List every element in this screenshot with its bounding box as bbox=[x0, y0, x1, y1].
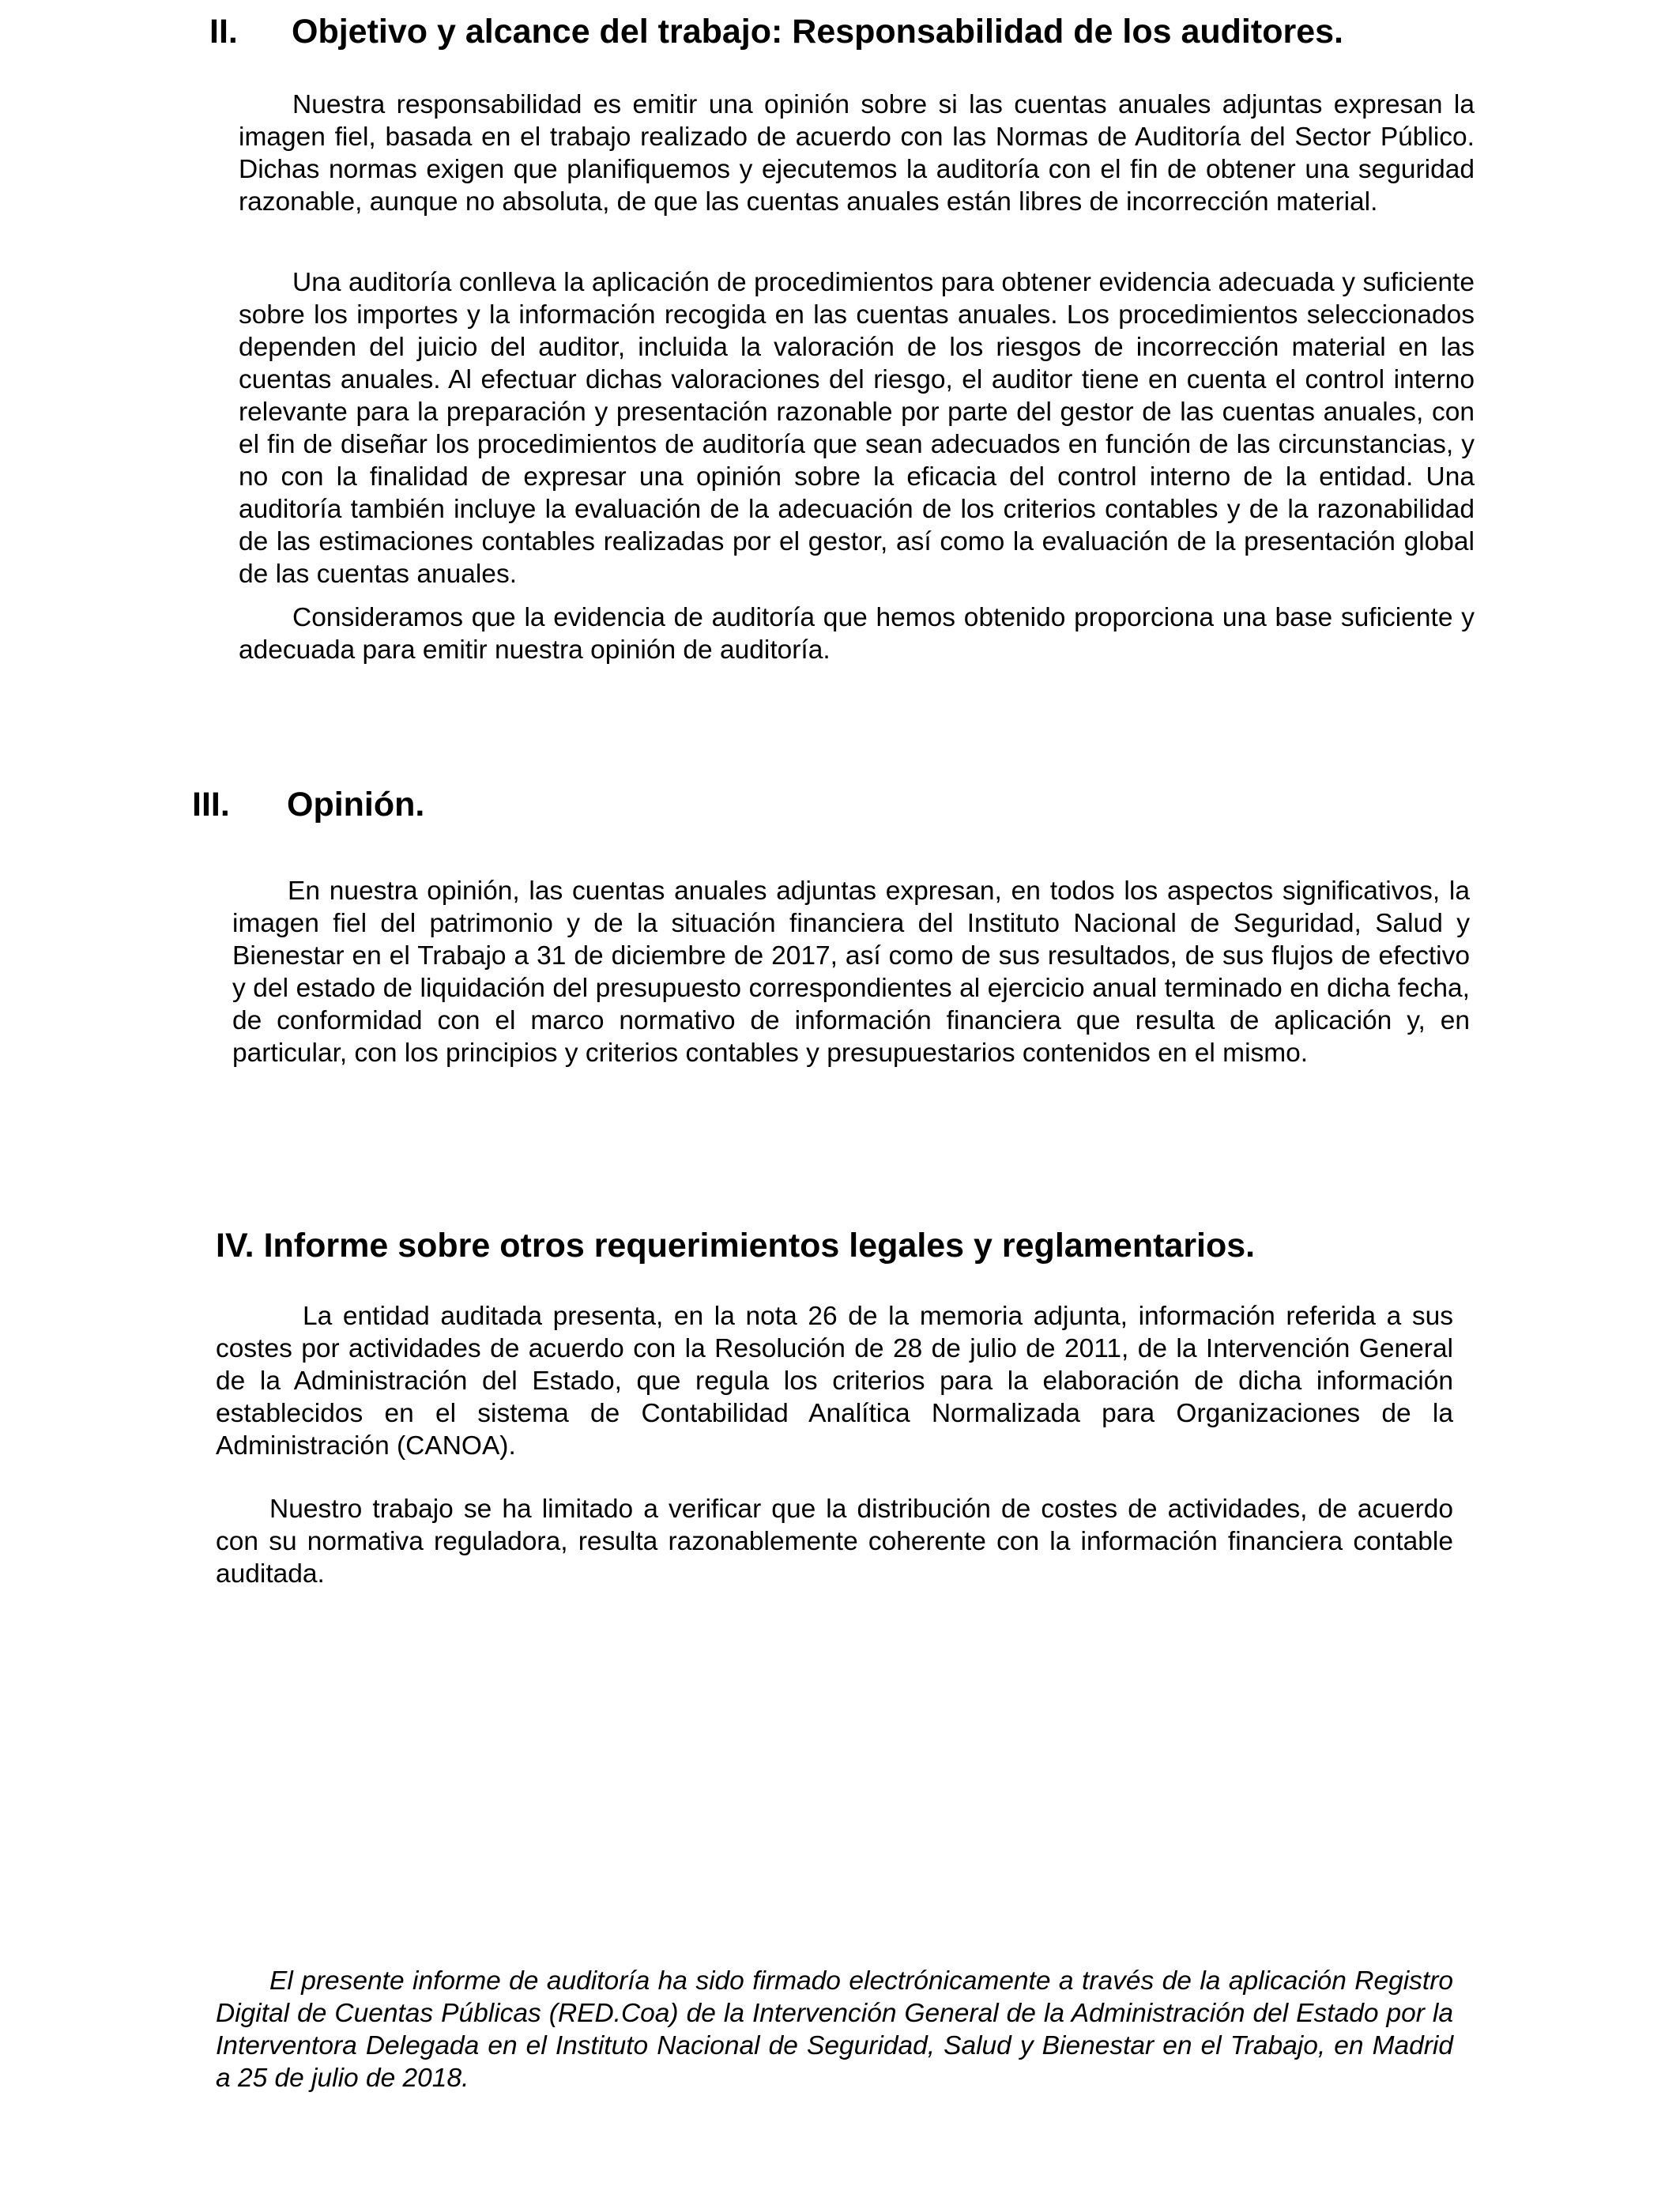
section-2-paragraph-2: Una auditoría conlleva la aplicación de procedimientos para obtener evidencia adecuada y suficiente sobre los importes y la información recogida en las cuentas anuales. Los procedimientos seleccionados dependen del juicio del auditor, incluida la valoración de los riesgos de incorrección material en las cuentas anuales. Al efectuar dichas valoraciones del riesgo, el auditor tiene en cuenta el control interno relevante para la preparación y presentación razonable por parte del gestor de las cuentas anuales, con el fin de diseñar los procedimientos de auditoría que sean adecuados en función de las circunstancias, y no con la finalidad de expresar una opinión sobre la eficacia del control interno de la entidad. Una auditoría también incluye la evaluación de la adecuación de los criterios contables y de la razonabilidad de las estimaciones contables realizadas por el gestor, así como la evaluación de la presentación global de las cuentas anuales. bbox=[239, 268, 1475, 589]
section-2-heading bbox=[209, 13, 1474, 54]
section-3-number: III. bbox=[192, 786, 230, 824]
section-2-paragraph-3: Consideramos que la evidencia de auditoría que hemos obtenido proporciona una base suficiente y adecuada para emitir nuestra opinión de auditoría. bbox=[239, 603, 1475, 665]
section-2-title: Objetivo y alcance del trabajo: Responsabilidad de los auditores. bbox=[292, 13, 1343, 51]
section-2-number: II. bbox=[209, 13, 238, 51]
section-4-title: IV. Informe sobre otros requerimientos legales y reglamentarios. bbox=[216, 1227, 1256, 1265]
signature-note: El presente informe de auditoría ha sido firmado electrónicamente a través de la aplicación Registro Digital de Cuentas Públicas (RED.Coa) de la Intervención General de la Administración del Estado por la Interventora Delegada en el Instituto Nacional de Seguridad, Salud y Bienestar en el Trabajo, en Madrid a 25 de julio de 2018. bbox=[216, 1966, 1453, 2093]
section-4-paragraph-1: La entidad auditada presenta, en la nota 26 de la memoria adjunta, información referida a sus costes por actividades de acuerdo con la Resolución de 28 de julio de 2011, de la Intervención General de la Administración del Estado, que regula los criterios para la elaboración de dicha información establecidos en el sistema de Contabilidad Analítica Normalizada para Organizaciones de la Administración (CANOA). bbox=[216, 1302, 1453, 1461]
section-2-paragraph-1: Nuestra responsabilidad es emitir una opinión sobre si las cuentas anuales adjuntas expresan la imagen fiel, basada en el trabajo realizado de acuerdo con las Normas de Auditoría del Sector Público. Dichas normas exigen que planifiquemos y ejecutemos la auditoría con el fin de obtener una seguridad razonable, aunque no absoluta, de que las cuentas anuales están libres de incorrección material. bbox=[239, 90, 1475, 217]
section-3-title: Opinión. bbox=[287, 786, 425, 824]
section-4-heading bbox=[216, 1227, 1480, 1268]
section-4-paragraph-2: Nuestro trabajo se ha limitado a verificar que la distribución de costes de actividades, de acuerdo con su normativa reguladora, resulta razonablemente coherente con la información financiera contable auditada. bbox=[216, 1495, 1453, 1589]
section-3-heading bbox=[192, 786, 666, 827]
section-3-paragraph-1: En nuestra opinión, las cuentas anuales adjuntas expresan, en todos los aspectos significativos, la imagen fiel del patrimonio y de la situación financiera del Instituto Nacional de Seguridad, Salud y Bienestar en el Trabajo a 31 de diciembre de 2017, así como de sus resultados, de sus flujos de efectivo y del estado de liquidación del presupuesto correspondientes al ejercicio anual terminado en dicha fecha, de conformidad con el marco normativo de información financiera que resulta de aplicación y, en particular, con los principios y criterios contables y presupuestarios contenidos en el mismo. bbox=[232, 876, 1470, 1068]
